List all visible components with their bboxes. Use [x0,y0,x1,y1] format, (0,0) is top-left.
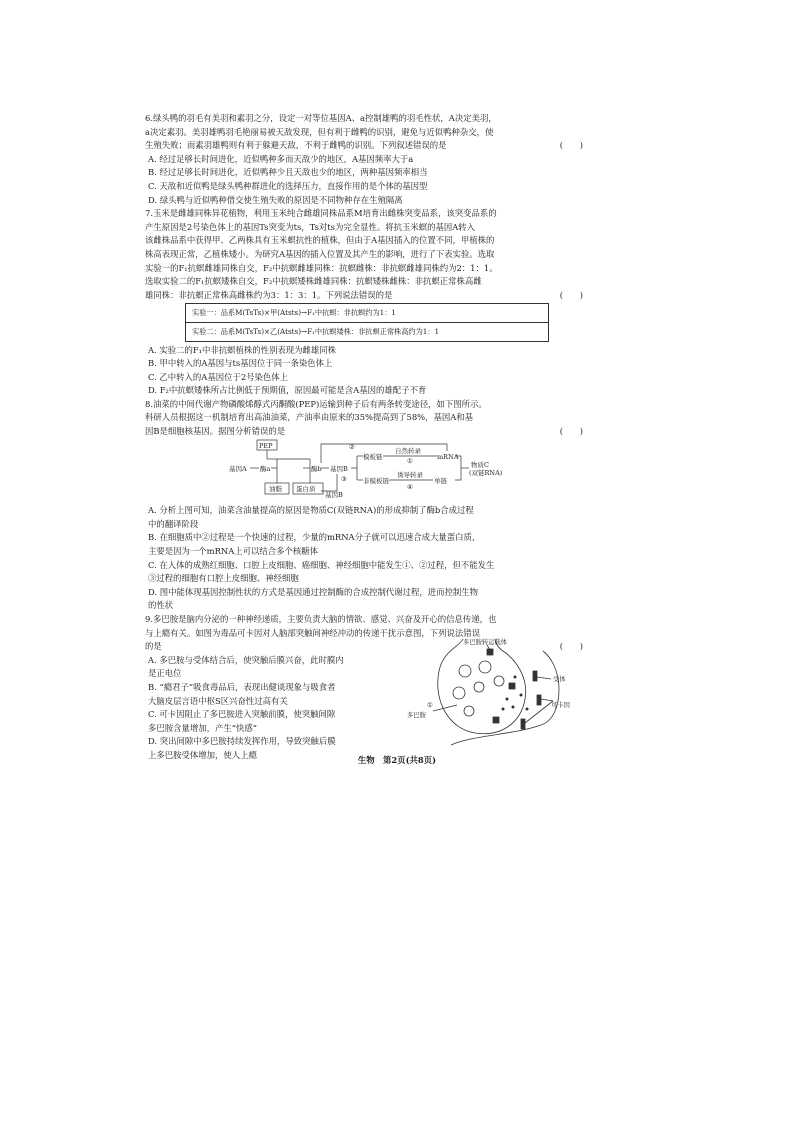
q8-stem-line: 因B是细胞核基因。据图分析错误的是 ( ) [145,425,583,439]
natural-transcription-label: 自然转录 [395,446,421,455]
gene-b-label: 基因B [330,464,348,473]
step-1-label: ① [427,702,433,709]
q6-option-b: B. 经过足够长时间进化，近似鸭种少且天敌也少的地区，两种基因频率相当 [148,167,428,178]
enzyme-a-label: 酶a [260,464,271,473]
q6-option-d: D. 绿头鸭与近似鸭种借交使生殖失败的原因是不同物种存在生殖隔离 [148,194,403,205]
transporter-label: 多巴胺转运载体 [463,639,508,646]
q9-option-c: C. 可卡因阻止了多巴胺进入突触前膜，使突触间隙 [148,709,336,720]
step-1-label: ① [407,456,413,465]
q8-option-d-cont: 的性状 [148,600,174,611]
question-9 [145,613,583,763]
q8-option-b: B. 在细胞质中②过程是一个快速的过程，少量的mRNA分子就可以迅速合成大量蛋白质， [148,532,481,543]
exam-page [145,112,583,763]
q7-option-b: B. 甲中转入的A基因与ts基因位于同一条染色体上 [148,358,333,369]
question-8 [145,398,583,613]
q9-option-d-cont: 上多巴胺受体增加，使人上瘾 [148,749,257,760]
table-row [186,304,549,323]
q7-option-a: A. 实验二的F₁中非抗螟植株的性别表现为雌雄同株 [148,344,337,355]
protein-label: 蛋白质 [296,484,316,493]
q6-stem-line: a决定素羽。美羽雄鸭羽毛艳丽易被天敌发现，但有利于雌鸭的识别，避免与近似鸭种杂交，使 [145,126,494,137]
table-row [186,322,549,341]
answer-bracket: ( ) [559,140,583,151]
q6-option-a: A. 经过足够长时间进化，近似鸭种多而天敌少的地区，A基因频率大于a [148,153,414,164]
question-7 [145,207,583,398]
step-2-label: ② [349,442,355,451]
induced-transcription-label: 诱导转录 [397,470,423,479]
transporter-block [509,683,515,689]
q7-option-d: D. F₂中抗螟矮株所占比例低于预期值，原因最可能是含A基因的雄配子不育 [148,385,427,396]
question-6 [145,112,583,207]
enzyme-b-label: 酶b [311,464,322,473]
receptor-block [537,695,541,705]
step-3-label: ③ [341,474,347,483]
substance-c-label: 物质C [471,460,489,469]
gene-a-label: 基因A [229,464,247,473]
step-4-label: ④ [407,482,413,491]
vesicle [459,665,471,677]
receptor-label: 受体 [553,676,566,683]
table-cell: 实验一：品系M(TsTs)×甲(Atsts)→F₁中抗螟：非抗螟约为1：1 [186,304,549,323]
q9-stem-line: 与上瘾有关。如图为毒品可卡因对人脑部突触间神经冲动的传递干扰示意图，下列说法错误 [145,627,480,638]
pep-label: PEP [259,441,273,450]
q7-stem-line: 产生原因是2号染色体上的基因Ts突变为ts，Ts对ts为完全显性。将抗玉米螟的基因A转入 [145,221,475,232]
q9-option-b-cont: 大脑皮层言语中枢S区兴奋性过高有关 [148,695,288,706]
receptor-block [533,671,537,681]
q8-stem-line: 8.油菜的中间代谢产物磷酸烯醇式丙酮酸(PEP)运输到种子后有两条转变途径，如下图所示。 [145,398,487,409]
vesicle [464,706,474,716]
dopamine-label: 多巴胺 [407,712,426,719]
q8-option-a-cont: 中的翻译阶段 [148,518,199,529]
vesicle [494,676,504,686]
answer-bracket: ( ) [559,426,583,437]
dsrna-label: (双链RNA) [469,468,503,477]
answer-bracket: ( ) [559,641,583,652]
q7-stem-line: 7.玉米是雌雄同株异花植物，利用玉米纯合雌雄同株品系M培育出雌株突变品系，该突变品系的 [145,208,497,219]
page-footer: 生物 第2页(共8页) [357,755,437,765]
q9-option-b: B. “瘾君子”吸食毒品后，表现出健谈现象与吸食者 [148,681,336,692]
nontemplate-strand-label: 非模板链 [363,476,389,485]
q9-option-a: A. 多巴胺与受体结合后，使突触后膜兴奋，此时膜内 [148,654,344,665]
q6-option-c: C. 天敌和近似鸭是绿头鸭种群进化的选择压力，直接作用的是个体的基因型 [148,180,428,191]
q9-option-c-cont: 多巴胺含量增加，产生“快感” [148,722,258,733]
mrna-label: mRNA [437,452,459,461]
q9-options [145,654,395,763]
q7-stem-line: 雄同株：非抗螟正常株高雌株约为3：1：3：1。下列说法错误的是 ( ) [145,289,583,303]
q8-option-a: A. 分析上图可知，油菜含油量提高的原因是物质C(双链RNA)的形成抑制了酶b合成过程 [148,505,474,516]
q6-stem-line: 6.绿头鸭的羽毛有美羽和素羽之分，设定一对等位基因A、a控制雄鸭的羽毛性状，A决定美羽， [145,113,497,123]
answer-bracket: ( ) [559,289,583,300]
q9-stem-line: 9.多巴胺是脑内分泌的一种神经递质，主要负责大脑的情欲、感觉、兴奋及开心的信息传递，也 [145,614,497,624]
pep-pathway-diagram [145,439,583,505]
q7-stem-line: 实验一的F₁抗螟雌雄同株自交，F₂中抗螟雌雄同株：抗螟雌株：非抗螟雌雄同株约为2：1：1。 [145,262,498,273]
template-strand-label: 模板链 [363,452,383,461]
q7-option-c: C. 乙中转入的A基因位于2号染色体上 [148,371,289,382]
q7-stem-line: 该雌株品系中获得甲、乙两株具有玉米螟抗性的植株，但由于A基因插入的位置不同，甲植株的 [145,235,495,246]
synapse-diagram [403,637,583,754]
q8-option-b-cont: 主要是因为一个mRNA上可以结合多个核糖体 [148,546,318,557]
q8-option-c-cont: ③过程的细胞有口腔上皮细胞、神经细胞 [148,573,299,584]
vesicle [479,661,491,673]
experiment-table [185,303,549,341]
q7-stem-line: 选取实验二的F₁抗螟矮株自交，F₂中抗螟矮株雌雄同株：抗螟矮株雌株：非抗螟正常株高雌 [145,276,482,287]
vesicle [453,687,465,699]
gene-b-label-2: 基因B [325,490,343,499]
q9-stem-line: 的是 ( ) [145,640,583,654]
synapse-svg [403,637,583,749]
q8-option-d: D. 图中能体现基因控制性状的方式是基因通过控制酶的合成控制代谢过程，进而控制生物 [148,586,478,597]
receptor-block [521,719,525,729]
q8-stem-line: 科研人员根据这一机制培育出高油油菜，产油率由原来的35%提高到了58%，基因A和基 [145,412,474,423]
transporter-block [493,717,499,723]
q7-stem-line: 株高表现正常，乙植株矮小。为研究A基因的插入位置及其产生的影响，进行了下表实验。选取 [145,248,495,259]
pathway-svg [145,439,583,499]
fat-label: 油脂 [269,484,282,493]
q9-option-a-cont: 是正电位 [148,668,182,679]
q6-stem-line: 生殖失败；而素羽雄鸭则有利于躲避天敌，不利于雌鸭的识别。下列叙述错误的是 ( ) [145,139,583,153]
vesicle [474,682,484,692]
single-strand-label: 单链 [434,476,447,485]
cocaine-label: 可卡因 [551,702,570,709]
table-cell: 实验二：品系M(TsTs)×乙(Atsts)→F₁中抗螟矮株：非抗螟正常株高约为1：1 [186,322,549,341]
q8-option-c: C. 在人体的成熟红细胞、口腔上皮细胞、癌细胞、神经细胞中能发生①、②过程，但不能发生 [148,559,495,570]
q9-option-d: D. 突出间隙中多巴胺持续发挥作用，导致突触后膜 [148,736,336,747]
